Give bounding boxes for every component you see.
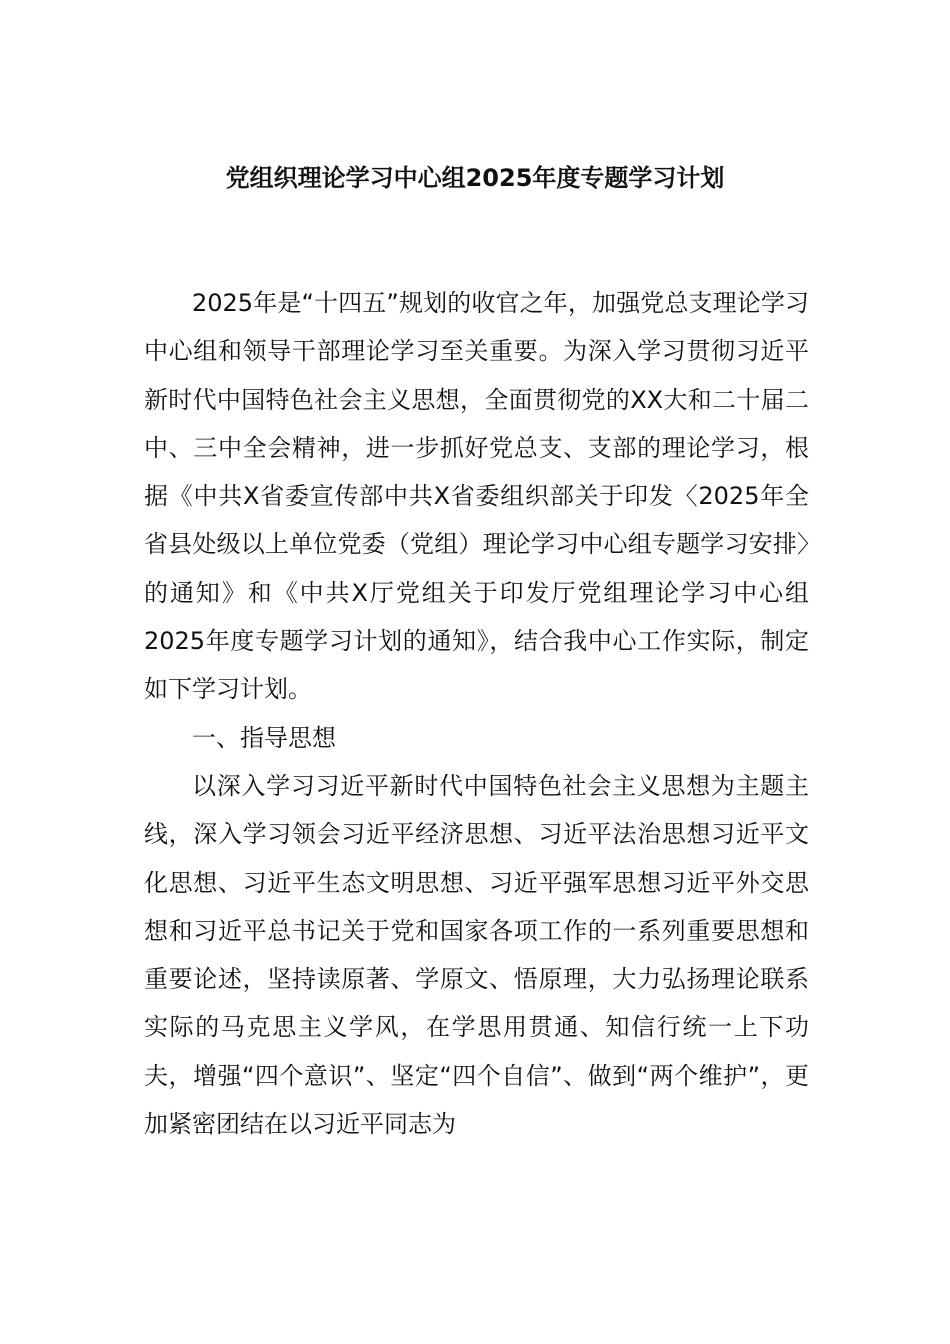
document-title: 党组织理论学习中心组2025年度专题学习计划 bbox=[225, 164, 725, 192]
intro-paragraph: 2025年是“十四五”规划的收官之年，加强党总支理论学习中心组和领导干部理论学习至关重要。为深入学习贯彻习近平新时代中国特色社会主义思想，全面贯彻党的XX大和二十届二中、三中全会精神，进一步抓好党总支、支部的理论学习，根据《中共X省委宣传部中共X省委组织部关于印发〈2025年全省县处级以上单位党委（党组）理论学习中心组专题学习安排〉的通知》和《中共X厅党组关于印发厅党组理论学习中心组2025年度专题学习计划的通知》，结合我中心工作实际，制定如下学习计划。 bbox=[144, 289, 809, 704]
document-body bbox=[144, 279, 809, 1148]
guiding-ideology-paragraph: 以深入学习习近平新时代中国特色社会主义思想为主题主线，深入学习领会习近平经济思想、习近平法治思想习近平文化思想、习近平生态文明思想、习近平强军思想习近平外交思想和习近平总书记关于党和国家各项工作的一系列重要思想和重要论述，坚持读原著、学原文、悟原理，大力弘扬理论联系实际的马克思主义学风，在学思用贯通、知信行统一上下功夫，增强“四个意识”、坚定“四个自信”、做到“两个维护”，更加紧密团结在以习近平同志为 bbox=[144, 771, 809, 1139]
section-heading-guiding-ideology: 一、指导思想 bbox=[192, 723, 336, 752]
